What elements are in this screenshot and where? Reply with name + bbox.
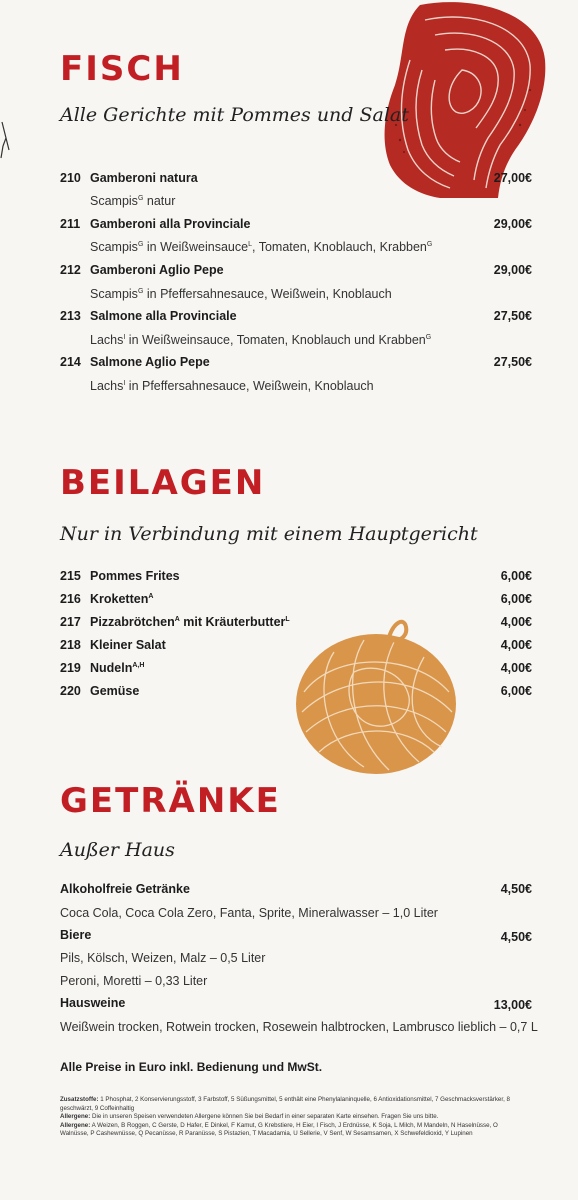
- menu-item: [60, 309, 532, 331]
- drink-group-name: Hausweine: [60, 996, 126, 1010]
- drink-group-name: Biere: [60, 928, 92, 942]
- menu-item: [60, 592, 532, 614]
- drink-description: Pils, Kölsch, Weizen, Malz – 0,5 Liter: [60, 951, 266, 965]
- item-name: Pizzabrötchen$^A$ mit Kräuterbutter$^L$: [90, 615, 290, 629]
- decorative-mark-icon: [0, 120, 12, 160]
- item-name: Nudeln$^{A,H}$: [90, 661, 145, 675]
- footnotes: [60, 1096, 516, 1139]
- item-price: 29,00€: [493, 217, 532, 231]
- additives-note: Zusatzstoffe: 1 Phosphat, 2 Konservierungsstoff, 3 Farbstoff, 5 Süßungsmittel, 5 enthält eine Phenylalaninquelle, 6 Antioxidationsmittel, 7 Geschmacksverstärker, 8 geschwärzt, 9 Coffeinhaltig: [60, 1096, 510, 1112]
- item-number: 212: [60, 263, 81, 277]
- menu-item: [60, 355, 532, 377]
- item-number: 215: [60, 569, 81, 583]
- item-price: 27,00€: [493, 171, 532, 185]
- item-number: 217: [60, 615, 81, 629]
- item-name: Gamberoni alla Provinciale: [90, 217, 251, 231]
- item-number: 214: [60, 355, 81, 369]
- allergens-info: Allergene: Die in unseren Speisen verwendeten Allergene können Sie bei Bedarf in einer separaten Karte einsehen. Fragen Sie uns bitte.: [60, 1113, 439, 1120]
- drink-group-price: 4,50€: [500, 882, 532, 896]
- item-number: 216: [60, 592, 81, 606]
- item-number: 213: [60, 309, 81, 323]
- item-number: 219: [60, 661, 81, 675]
- item-description: Scampis$^G$ natur: [90, 194, 176, 208]
- item-description: Scampis$^G$ in Pfeffersahnesauce, Weißwein, Knoblauch: [90, 287, 392, 301]
- item-description: Scampis$^G$ in Weißweinsauce$^L$, Tomaten, Knoblauch, Krabben$^G$: [90, 240, 433, 254]
- menu-item: [60, 569, 532, 591]
- item-price: 6,00€: [500, 592, 532, 606]
- drink-group-price: 4,50€: [500, 930, 532, 944]
- item-price: 4,00€: [500, 638, 532, 652]
- item-price: 6,00€: [500, 684, 532, 698]
- menu-item: [60, 217, 532, 239]
- item-name: Kleiner Salat: [90, 638, 166, 652]
- section-title-beilagen: BEILAGEN: [60, 463, 266, 503]
- item-price: 6,00€: [500, 569, 532, 583]
- item-name: Pommes Frites: [90, 569, 180, 583]
- drink-description: Peroni, Moretti – 0,33 Liter: [60, 974, 208, 988]
- item-price: 4,00€: [500, 615, 532, 629]
- drink-description: Coca Cola, Coca Cola Zero, Fanta, Sprite, Mineralwasser – 1,0 Liter: [60, 906, 438, 920]
- menu-item: [60, 171, 532, 193]
- item-price: 27,50€: [493, 309, 532, 323]
- salmon-steak-icon: [380, 0, 548, 200]
- section-subtitle-beilagen: Nur in Verbindung mit einem Hauptgericht: [60, 523, 478, 545]
- item-price: 4,00€: [500, 661, 532, 675]
- section-title-fisch: FISCH: [60, 49, 184, 89]
- item-number: 218: [60, 638, 81, 652]
- item-number: 220: [60, 684, 81, 698]
- item-number: 210: [60, 171, 81, 185]
- allergens-list: Allergene: A Weizen, B Roggen, C Gerste, D Hafer, E Dinkel, F Kamut, G Krebstiere, H Eier, I Fisch, J Erdnüsse, K Soja, L Milch, M Mandeln, N Haselnüsse, O Walnüsse, P Cashewnüsse, Q Pecanüsse, R Paranüsse, S Pistazien, T Macadamia, U Sellerie, V Senf, W Sesamsamen, X Schwefeldioxid, Y Lupinen: [60, 1121, 498, 1137]
- section-subtitle-getraenke: Außer Haus: [60, 839, 175, 861]
- item-name: Gemüse: [90, 684, 140, 698]
- drink-group-price: 13,00€: [493, 998, 532, 1012]
- drink-group-name: Alkoholfreie Getränke: [60, 882, 190, 896]
- item-name: Gamberoni natura: [90, 171, 198, 185]
- menu-item: [60, 263, 532, 285]
- item-name: Kroketten$^A$: [90, 592, 154, 606]
- item-number: 211: [60, 217, 81, 231]
- item-name: Salmone alla Provinciale: [90, 309, 237, 323]
- section-title-getraenke: GETRÄNKE: [60, 781, 281, 821]
- item-description: Lachs$^I$ in Weißweinsauce, Tomaten, Knoblauch und Krabben$^G$: [90, 333, 432, 347]
- item-price: 29,00€: [493, 263, 532, 277]
- item-name: Salmone Aglio Pepe: [90, 355, 210, 369]
- item-name: Gamberoni Aglio Pepe: [90, 263, 224, 277]
- drink-description: Weißwein trocken, Rotwein trocken, Rosewein halbtrocken, Lambrusco lieblich – 0,7 L: [60, 1020, 538, 1034]
- pasta-nest-icon: [294, 612, 459, 777]
- price-note: Alle Preise in Euro inkl. Bedienung und MwSt.: [60, 1060, 323, 1074]
- item-description: Lachs$^I$ in Pfeffersahnesauce, Weißwein, Knoblauch: [90, 379, 374, 393]
- section-subtitle-fisch: Alle Gerichte mit Pommes und Salat: [60, 104, 409, 126]
- item-price: 27,50€: [493, 355, 532, 369]
